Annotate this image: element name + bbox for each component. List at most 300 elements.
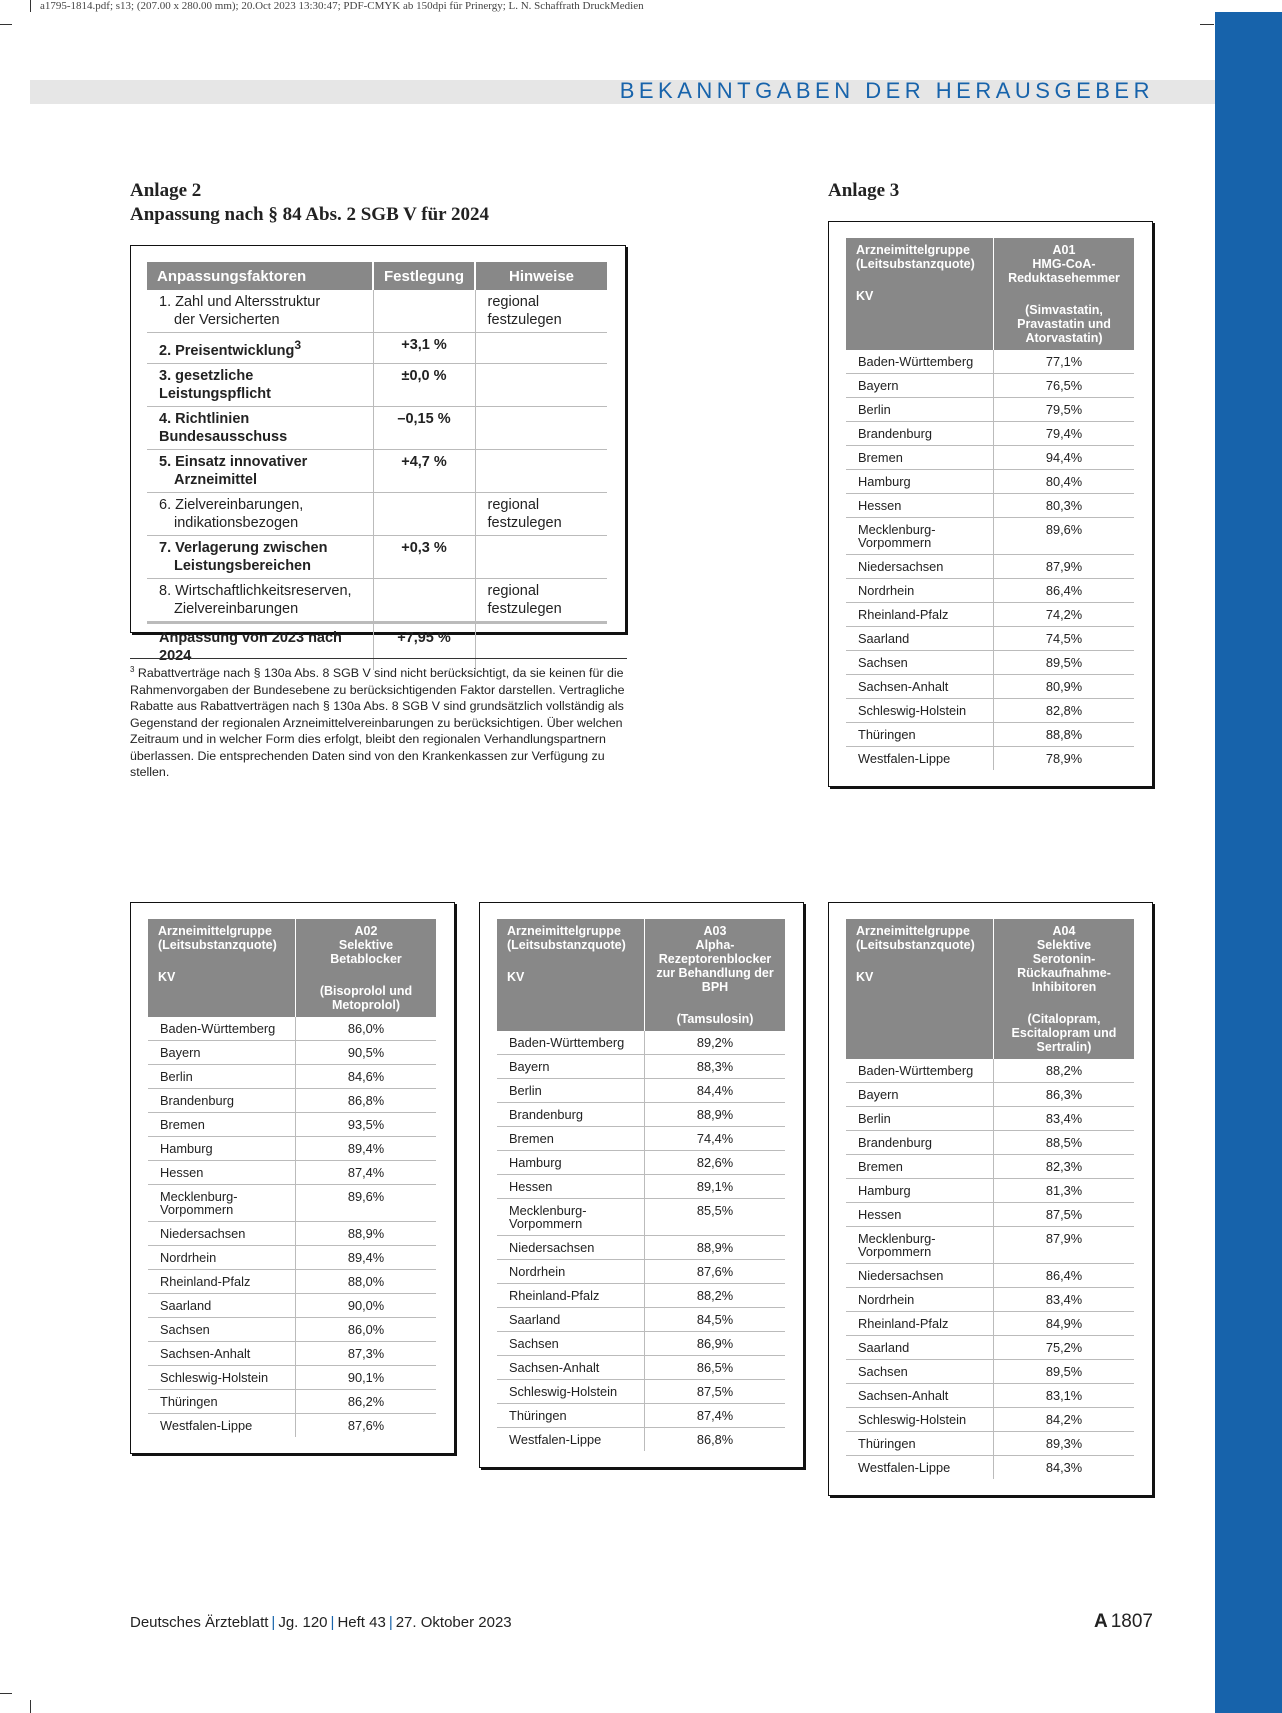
table-row (497, 1199, 785, 1236)
table-row (497, 1428, 785, 1452)
quota-value: 83,1% (994, 1384, 1135, 1408)
quota-value: 89,1% (645, 1175, 786, 1199)
table-row (147, 290, 607, 333)
kv-region: Bremen (846, 446, 994, 470)
factor-value: +3,1 % (373, 333, 475, 364)
kv-region: Brandenburg (148, 1089, 296, 1113)
quota-value: 80,3% (994, 494, 1135, 518)
kv-region: Nordrhein (846, 1288, 994, 1312)
quota-value: 90,5% (296, 1041, 437, 1065)
kv-region: Rheinland-Pfalz (846, 603, 994, 627)
table-row (846, 1059, 1134, 1083)
factor-note (475, 535, 607, 578)
kv-header: KV (507, 970, 525, 984)
anlage2-label: Anlage 2 (130, 180, 202, 201)
quota-value: 80,9% (994, 675, 1135, 699)
header-row (846, 919, 1134, 1059)
kv-region: Bremen (497, 1127, 645, 1151)
col-header: Anpassungsfaktoren (147, 262, 373, 290)
drug-group-header (994, 238, 1135, 350)
quota-value: 74,5% (994, 627, 1135, 651)
factor-note (475, 333, 607, 364)
quota-value: 78,9% (994, 747, 1135, 771)
print-slug: a1795-1814.pdf; s13; (207.00 x 280.00 mm); 20.Oct 2023 13:30:47; PDF-CMYK ab 150dpi für Prinergy; L. N. Schaffrath DruckMedien (40, 0, 644, 12)
quota-value: 87,6% (645, 1260, 786, 1284)
lead-substances: (Citalopram, Escitalopram und Sertralin) (1011, 1012, 1117, 1054)
quota-value: 84,5% (645, 1308, 786, 1332)
quota-value: 79,5% (994, 398, 1135, 422)
group-code: A03 (703, 924, 727, 938)
table-row (846, 627, 1134, 651)
quota-value: 86,3% (994, 1083, 1135, 1107)
kv-region: Nordrhein (148, 1246, 296, 1270)
quota-value: 86,0% (296, 1318, 437, 1342)
quota-value: 87,9% (994, 1227, 1135, 1264)
table-row (846, 1107, 1134, 1131)
table-row (497, 1380, 785, 1404)
group-table-box-a02 (130, 902, 455, 1454)
table-row (497, 1127, 785, 1151)
table-row (846, 1179, 1134, 1203)
footnote (130, 658, 627, 781)
group-name: Selektive Betablocker (330, 938, 402, 966)
crop-mark (30, 1700, 31, 1713)
quota-value: 88,3% (645, 1055, 786, 1079)
quota-value: 89,6% (296, 1185, 437, 1222)
quota-value: 93,5% (296, 1113, 437, 1137)
kv-region: Saarland (846, 1336, 994, 1360)
quota-value: 86,8% (296, 1089, 437, 1113)
kv-region: Nordrhein (846, 579, 994, 603)
table-row (148, 1041, 436, 1065)
kv-region: Westfalen-Lippe (509, 1432, 602, 1447)
kv-region: Westfalen-Lippe (858, 1460, 951, 1475)
group-col-header (846, 919, 994, 1059)
table-row (147, 406, 607, 449)
table-row (846, 603, 1134, 627)
table-row (846, 675, 1134, 699)
quota-value: 88,9% (645, 1236, 786, 1260)
table-row (846, 1264, 1134, 1288)
table-row (147, 535, 607, 578)
table-row (846, 699, 1134, 723)
crop-mark (0, 1693, 12, 1694)
table-row (497, 1236, 785, 1260)
quota-value: 89,5% (994, 651, 1135, 675)
table-row (497, 1284, 785, 1308)
factor-label: 4. Richtlinien Bundesausschuss (147, 406, 373, 449)
kv-region: Mecklenburg-Vorpommern (846, 1227, 994, 1264)
table-row (846, 1360, 1134, 1384)
table-row (846, 1155, 1134, 1179)
quota-value: 89,4% (296, 1246, 437, 1270)
kv-region: Hessen (497, 1175, 645, 1199)
kv-region: Sachsen-Anhalt (497, 1356, 645, 1380)
quota-value: 81,3% (994, 1179, 1135, 1203)
kv-header: KV (158, 970, 176, 984)
kv-region: Rheinland-Pfalz (497, 1284, 645, 1308)
journal-issue: Heft 43 (337, 1614, 386, 1631)
kv-region: Thüringen (148, 1390, 296, 1414)
table-row (846, 1203, 1134, 1227)
factor-label: 6. Zielvereinbarungen, indikationsbezogen (147, 492, 373, 535)
table-row (497, 1175, 785, 1199)
kv-region: Rheinland-Pfalz (148, 1270, 296, 1294)
table-row (846, 1227, 1134, 1264)
kv-region: Berlin (846, 398, 994, 422)
quota-value: 86,8% (645, 1428, 786, 1452)
quota-value: 87,3% (296, 1342, 437, 1366)
kv-region: Bayern (148, 1041, 296, 1065)
kv-region: Saarland (846, 627, 994, 651)
table-row (846, 1432, 1134, 1456)
kv-region: Schleswig-Holstein (148, 1366, 296, 1390)
table-row (846, 555, 1134, 579)
kv-region: Brandenburg (846, 1131, 994, 1155)
quota-value: 87,4% (296, 1161, 437, 1185)
table-row (148, 1161, 436, 1185)
table-row (846, 494, 1134, 518)
factor-label: 8. Wirtschaftlichkeitsreserven, Zielvereinbarungen (147, 578, 373, 622)
kv-region: Bayern (497, 1055, 645, 1079)
table-row (846, 350, 1134, 374)
group-col-header (497, 919, 645, 1031)
kv-region: Hamburg (497, 1151, 645, 1175)
factor-value: ±0,0 % (373, 363, 475, 406)
header-row (148, 919, 436, 1017)
kv-region: Hessen (846, 494, 994, 518)
table-row (846, 398, 1134, 422)
group-header-label: Arzneimittelgruppe (Leitsubstanzquote) (158, 924, 277, 952)
table-row (846, 1131, 1134, 1155)
quota-value: 87,6% (296, 1414, 437, 1438)
quota-value: 84,3% (994, 1456, 1135, 1480)
total-value: +7,95 % (373, 622, 475, 670)
drug-group-header (296, 919, 437, 1017)
quota-value: 90,0% (296, 1294, 437, 1318)
quota-value: 76,5% (994, 374, 1135, 398)
adjustment-table (147, 262, 607, 670)
kv-region: Hamburg (846, 470, 994, 494)
kv-region: Mecklenburg-Vorpommern (497, 1199, 645, 1236)
kv-region: Niedersachsen (846, 555, 994, 579)
table-row (148, 1113, 436, 1137)
quota-value: 94,4% (994, 446, 1135, 470)
kv-header: KV (856, 970, 874, 984)
group-col-header (846, 238, 994, 350)
kv-region: Sachsen-Anhalt (148, 1342, 296, 1366)
factor-value: +0,3 % (373, 535, 475, 578)
quota-value: 88,9% (296, 1222, 437, 1246)
journal-volume: Jg. 120 (278, 1614, 328, 1631)
factor-value: +4,7 % (373, 449, 475, 492)
kv-region: Berlin (497, 1079, 645, 1103)
kv-region: Hamburg (148, 1137, 296, 1161)
factor-note (475, 449, 607, 492)
table-row (846, 1288, 1134, 1312)
group-code: A02 (354, 924, 378, 938)
quota-value: 84,2% (994, 1408, 1135, 1432)
quota-value: 83,4% (994, 1288, 1135, 1312)
factor-note: regional festzulegen (475, 290, 607, 333)
kv-region: Hessen (148, 1161, 296, 1185)
group-header-label: Arzneimittelgruppe (Leitsubstanzquote) (856, 924, 975, 952)
table-row (846, 1312, 1134, 1336)
quota-value: 77,1% (994, 350, 1135, 374)
kv-region: Baden-Württemberg (846, 350, 994, 374)
lead-substances: (Tamsulosin) (676, 1012, 754, 1026)
quota-value: 89,4% (296, 1137, 437, 1161)
factor-value (373, 578, 475, 622)
anlage3-title: Anlage 3 (828, 180, 900, 201)
page-number: A 1807 (1093, 1611, 1153, 1632)
table-row (148, 1137, 436, 1161)
group-table (846, 919, 1134, 1479)
kv-region: Sachsen (148, 1318, 296, 1342)
table-row (846, 651, 1134, 675)
kv-region: Berlin (148, 1065, 296, 1089)
kv-region: Baden-Württemberg (148, 1017, 296, 1041)
quota-value: 89,5% (994, 1360, 1135, 1384)
table-row (148, 1246, 436, 1270)
table-row (497, 1079, 785, 1103)
col-header: Festlegung (373, 262, 475, 290)
quota-value: 74,2% (994, 603, 1135, 627)
kv-region: Baden-Württemberg (846, 1059, 994, 1083)
kv-region: Sachsen (846, 1360, 994, 1384)
lead-substances: (Bisoprolol und Metoprolol) (319, 984, 413, 1012)
table-row (846, 1083, 1134, 1107)
lead-substances: (Simvastatin, Pravastatin und Atorvastatin) (1017, 303, 1111, 345)
quota-value: 85,5% (645, 1199, 786, 1236)
section-header: BEKANNTGABEN DER HERAUSGEBER (619, 78, 1154, 103)
group-table-box-a01 (828, 221, 1153, 787)
group-name: Alpha-Rezeptorenblocker zur Behandlung der BPH (656, 938, 774, 994)
quota-value: 82,6% (645, 1151, 786, 1175)
issue-date: 27. Oktober 2023 (395, 1614, 512, 1631)
quota-value: 82,3% (994, 1155, 1135, 1179)
quota-value: 88,2% (994, 1059, 1135, 1083)
table-row (148, 1222, 436, 1246)
table-row (148, 1089, 436, 1113)
table-row (846, 374, 1134, 398)
kv-region: Baden-Württemberg (497, 1031, 645, 1055)
kv-region: Nordrhein (497, 1260, 645, 1284)
table-row (148, 1318, 436, 1342)
crop-mark (1200, 24, 1214, 25)
table-row (497, 1404, 785, 1428)
table-row (148, 1270, 436, 1294)
kv-region: Saarland (148, 1294, 296, 1318)
factor-note (475, 363, 607, 406)
quota-value: 74,4% (645, 1127, 786, 1151)
factor-label: 1. Zahl und Altersstruktur der Versicherten (147, 290, 373, 333)
quota-value: 83,4% (994, 1107, 1135, 1131)
quota-value: 86,5% (645, 1356, 786, 1380)
quota-value: 84,6% (296, 1065, 437, 1089)
table-row (148, 1390, 436, 1414)
kv-region: Bremen (846, 1155, 994, 1179)
group-code: A01 (1052, 243, 1076, 257)
quota-value: 89,3% (994, 1432, 1135, 1456)
quota-value: 86,4% (994, 1264, 1135, 1288)
kv-region: Bayern (846, 1083, 994, 1107)
kv-region: Bremen (148, 1113, 296, 1137)
quota-value: 90,1% (296, 1366, 437, 1390)
group-name: Selektive Serotonin-Rückaufnahme-Inhibitoren (1017, 938, 1111, 994)
header-row (497, 919, 785, 1031)
table-row (148, 1414, 436, 1438)
quota-value: 88,2% (645, 1284, 786, 1308)
footnote-mark: 3 (130, 665, 135, 674)
kv-region: Sachsen-Anhalt (846, 1384, 994, 1408)
kv-region: Niedersachsen (846, 1264, 994, 1288)
group-table-box-a03 (479, 902, 804, 1468)
table-row (147, 578, 607, 622)
table-row (497, 1031, 785, 1055)
footnote-text: Rabattverträge nach § 130a Abs. 8 SGB V sind nicht berücksichtigt, da sie keinen für die Rahmenvorgaben der Bundesebene zu berücksichtigenden Faktor darstellen. Vertragliche Rabatte aus Rabattverträgen nach § 130a Abs. 8 SGB V sind grundsätzlich vollständig als Gegenstand der regionalen Arzneimittelvereinbarungen zu berücksichtigen. Über welchen Zeitraum und in welcher Form dies erfolgt, bleibt den regionalen Verhandlungspartnern überlassen. Die entsprechenden Daten sind von den Krankenkassen zur Verfügung zu stellen. (130, 666, 625, 780)
crop-mark (0, 24, 12, 25)
kv-region: Schleswig-Holstein (497, 1380, 645, 1404)
quota-value: 80,4% (994, 470, 1135, 494)
kv-region: Brandenburg (497, 1103, 645, 1127)
kv-region: Thüringen (846, 723, 994, 747)
group-code: A04 (1052, 924, 1076, 938)
factor-label: 7. Verlagerung zwischen Leistungsbereichen (147, 535, 373, 578)
kv-region: Sachsen-Anhalt (846, 675, 994, 699)
table-row (497, 1151, 785, 1175)
group-table-box-a04 (828, 902, 1153, 1496)
table-row (147, 333, 607, 364)
kv-region: Mecklenburg-Vorpommern (846, 518, 994, 555)
kv-region: Saarland (497, 1308, 645, 1332)
kv-region: Thüringen (497, 1404, 645, 1428)
kv-region: Sachsen (497, 1332, 645, 1356)
table-row (846, 1384, 1134, 1408)
group-table (148, 919, 436, 1437)
table-row (846, 1456, 1134, 1480)
page-footer: Deutsches Ärzteblatt | Jg. 120 | Heft 43 | 27. Oktober 2023 (130, 1614, 512, 1631)
factor-note (475, 406, 607, 449)
group-table (497, 919, 785, 1451)
quota-value: 89,2% (645, 1031, 786, 1055)
table-row (147, 363, 607, 406)
kv-region: Niedersachsen (148, 1222, 296, 1246)
kv-region: Schleswig-Holstein (846, 1408, 994, 1432)
table-row (497, 1332, 785, 1356)
table-row (846, 723, 1134, 747)
kv-region: Thüringen (846, 1432, 994, 1456)
quota-value: 79,4% (994, 422, 1135, 446)
table-row (497, 1356, 785, 1380)
kv-region: Rheinland-Pfalz (846, 1312, 994, 1336)
factor-label: 3. gesetzliche Leistungspflicht (147, 363, 373, 406)
quota-value: 87,5% (994, 1203, 1135, 1227)
quota-value: 86,4% (994, 579, 1135, 603)
kv-region: Hamburg (846, 1179, 994, 1203)
anlage2-title (130, 179, 489, 227)
anlage2-table-box (130, 245, 626, 664)
group-col-header (148, 919, 296, 1017)
table-row (497, 1260, 785, 1284)
quota-value: 84,9% (994, 1312, 1135, 1336)
kv-region: Berlin (846, 1107, 994, 1131)
group-table (846, 238, 1134, 770)
table-row (846, 470, 1134, 494)
quota-value: 86,9% (645, 1332, 786, 1356)
table-row (148, 1294, 436, 1318)
kv-region: Sachsen (846, 651, 994, 675)
group-name: HMG-CoA-Reduktasehemmer (1008, 257, 1120, 285)
kv-region: Hessen (846, 1203, 994, 1227)
table-row (148, 1065, 436, 1089)
quota-value: 87,5% (645, 1380, 786, 1404)
kv-header: KV (856, 289, 874, 303)
col-header: Hinweise (475, 262, 607, 290)
drug-group-header (645, 919, 786, 1031)
factor-label: 2. Preisentwicklung$^3$ (147, 333, 373, 364)
group-header-label: Arzneimittelgruppe (Leitsubstanzquote) (856, 243, 975, 271)
factor-value (373, 290, 475, 333)
kv-region: Westfalen-Lippe (160, 1418, 253, 1433)
table-row (497, 1103, 785, 1127)
footnote-ref: 3 (294, 338, 302, 352)
table-row (148, 1185, 436, 1222)
quota-value: 87,4% (645, 1404, 786, 1428)
factor-label: 5. Einsatz innovativer Arzneimittel (147, 449, 373, 492)
blue-margin-bar (1215, 12, 1282, 1713)
quota-value: 88,0% (296, 1270, 437, 1294)
table-row (846, 747, 1134, 771)
group-header-label: Arzneimittelgruppe (Leitsubstanzquote) (507, 924, 626, 952)
quota-value: 82,8% (994, 699, 1135, 723)
quota-value: 88,8% (994, 723, 1135, 747)
table-row (497, 1055, 785, 1079)
header-row (846, 238, 1134, 350)
kv-region: Westfalen-Lippe (858, 751, 951, 766)
table-row (147, 449, 607, 492)
journal-name: Deutsches Ärzteblatt (130, 1614, 269, 1631)
table-row (148, 1342, 436, 1366)
quota-value: 87,9% (994, 555, 1135, 579)
quota-value: 84,4% (645, 1079, 786, 1103)
table-row (846, 579, 1134, 603)
quota-value: 86,2% (296, 1390, 437, 1414)
table-row (846, 446, 1134, 470)
table-row (846, 518, 1134, 555)
factor-value (373, 492, 475, 535)
kv-region: Mecklenburg-Vorpommern (148, 1185, 296, 1222)
quota-value: 88,9% (645, 1103, 786, 1127)
table-row (846, 1336, 1134, 1360)
total-label: Anpassung von 2023 nach 2024 (147, 622, 373, 670)
table-row (846, 1408, 1134, 1432)
factor-note: regional festzulegen (475, 492, 607, 535)
table-row (497, 1308, 785, 1332)
factor-note: regional festzulegen (475, 578, 607, 622)
kv-region: Brandenburg (846, 422, 994, 446)
table-row (148, 1366, 436, 1390)
factor-value: –0,15 % (373, 406, 475, 449)
drug-group-header (994, 919, 1135, 1059)
kv-region: Niedersachsen (497, 1236, 645, 1260)
kv-region: Bayern (846, 374, 994, 398)
crop-mark (30, 0, 31, 12)
table-row (147, 492, 607, 535)
table-row (846, 422, 1134, 446)
quota-value: 86,0% (296, 1017, 437, 1041)
quota-value: 75,2% (994, 1336, 1135, 1360)
